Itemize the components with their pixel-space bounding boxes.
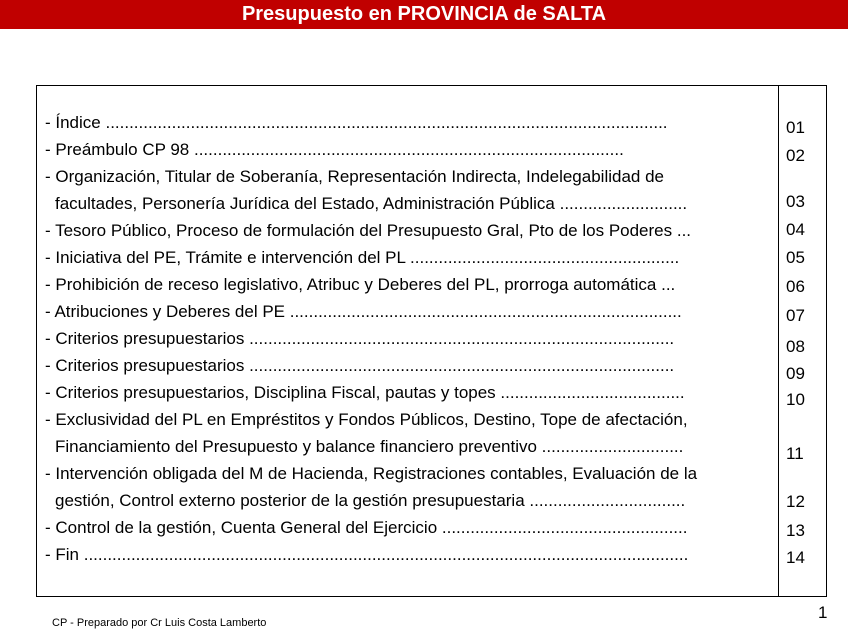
index-entry-indice: - Índice ....................................................................................................................... bbox=[45, 113, 668, 132]
index-entry-exclusividad: - Exclusividad del PL en Empréstitos y Fondos Públicos, Destino, Tope de afectación, bbox=[45, 410, 688, 429]
index-page-number: 11 bbox=[786, 444, 804, 463]
index-page-number: 03 bbox=[786, 192, 805, 211]
index-entry-criterios: - Criterios presupuestarios .......................................................................................... bbox=[45, 329, 675, 348]
index-entry-intervencion-cont: gestión, Control externo posterior de la gestión presupuestaria ................................. bbox=[55, 491, 686, 510]
footer-credit: CP - Preparado por Cr Luis Costa Lamberto bbox=[52, 617, 267, 629]
index-page-number: 05 bbox=[786, 248, 805, 267]
index-entry-fin: - Fin ................................................................................................................................ bbox=[45, 545, 689, 564]
index-entry-iniciativa: - Iniciativa del PE, Trámite e intervención del PL ......................................................... bbox=[45, 248, 680, 267]
index-page-number: 13 bbox=[786, 521, 805, 540]
page-title: Presupuesto en PROVINCIA de SALTA bbox=[0, 0, 848, 29]
index-entry-atribuciones: - Atribuciones y Deberes del PE ................................................................................... bbox=[45, 302, 682, 321]
page-number: 1 bbox=[818, 603, 828, 622]
index-entry-criterios: - Criterios presupuestarios .......................................................................................... bbox=[45, 356, 675, 375]
index-page-number: 01 bbox=[786, 118, 805, 137]
column-divider bbox=[778, 86, 779, 596]
index-page-number: 04 bbox=[786, 220, 805, 239]
index-entry-preambulo: - Preámbulo CP 98 ........................................................................................... bbox=[45, 140, 624, 159]
index-page-number: 10 bbox=[786, 390, 805, 409]
index-table bbox=[36, 85, 827, 597]
index-entry-organizacion-cont: facultades, Personería Jurídica del Estado, Administración Pública ........................... bbox=[55, 194, 688, 213]
index-entry-criterios-disciplina: - Criterios presupuestarios, Disciplina Fiscal, pautas y topes ....................................... bbox=[45, 383, 685, 402]
index-entry-prohibicion: - Prohibición de receso legislativo, Atribuc y Deberes del PL, prorroga automática ... bbox=[45, 275, 676, 294]
index-page-number: 09 bbox=[786, 364, 805, 383]
index-page-number: 07 bbox=[786, 306, 805, 325]
index-page-number: 02 bbox=[786, 146, 805, 165]
index-page-number: 14 bbox=[786, 548, 805, 567]
index-page-number: 06 bbox=[786, 277, 805, 296]
index-entry-control: - Control de la gestión, Cuenta General del Ejercicio .................................................... bbox=[45, 518, 688, 537]
index-entry-tesoro: - Tesoro Público, Proceso de formulación del Presupuesto Gral, Pto de los Poderes ... bbox=[45, 221, 692, 240]
index-page-number: 12 bbox=[786, 492, 805, 511]
index-page-number: 08 bbox=[786, 337, 805, 356]
index-entry-intervencion: - Intervención obligada del M de Hacienda, Registraciones contables, Evaluación de la bbox=[45, 464, 698, 483]
index-entry-organizacion: - Organización, Titular de Soberanía, Representación Indirecta, Indelegabilidad de bbox=[45, 167, 664, 186]
index-entry-exclusividad-cont: Financiamiento del Presupuesto y balance financiero preventivo .............................. bbox=[55, 437, 684, 456]
